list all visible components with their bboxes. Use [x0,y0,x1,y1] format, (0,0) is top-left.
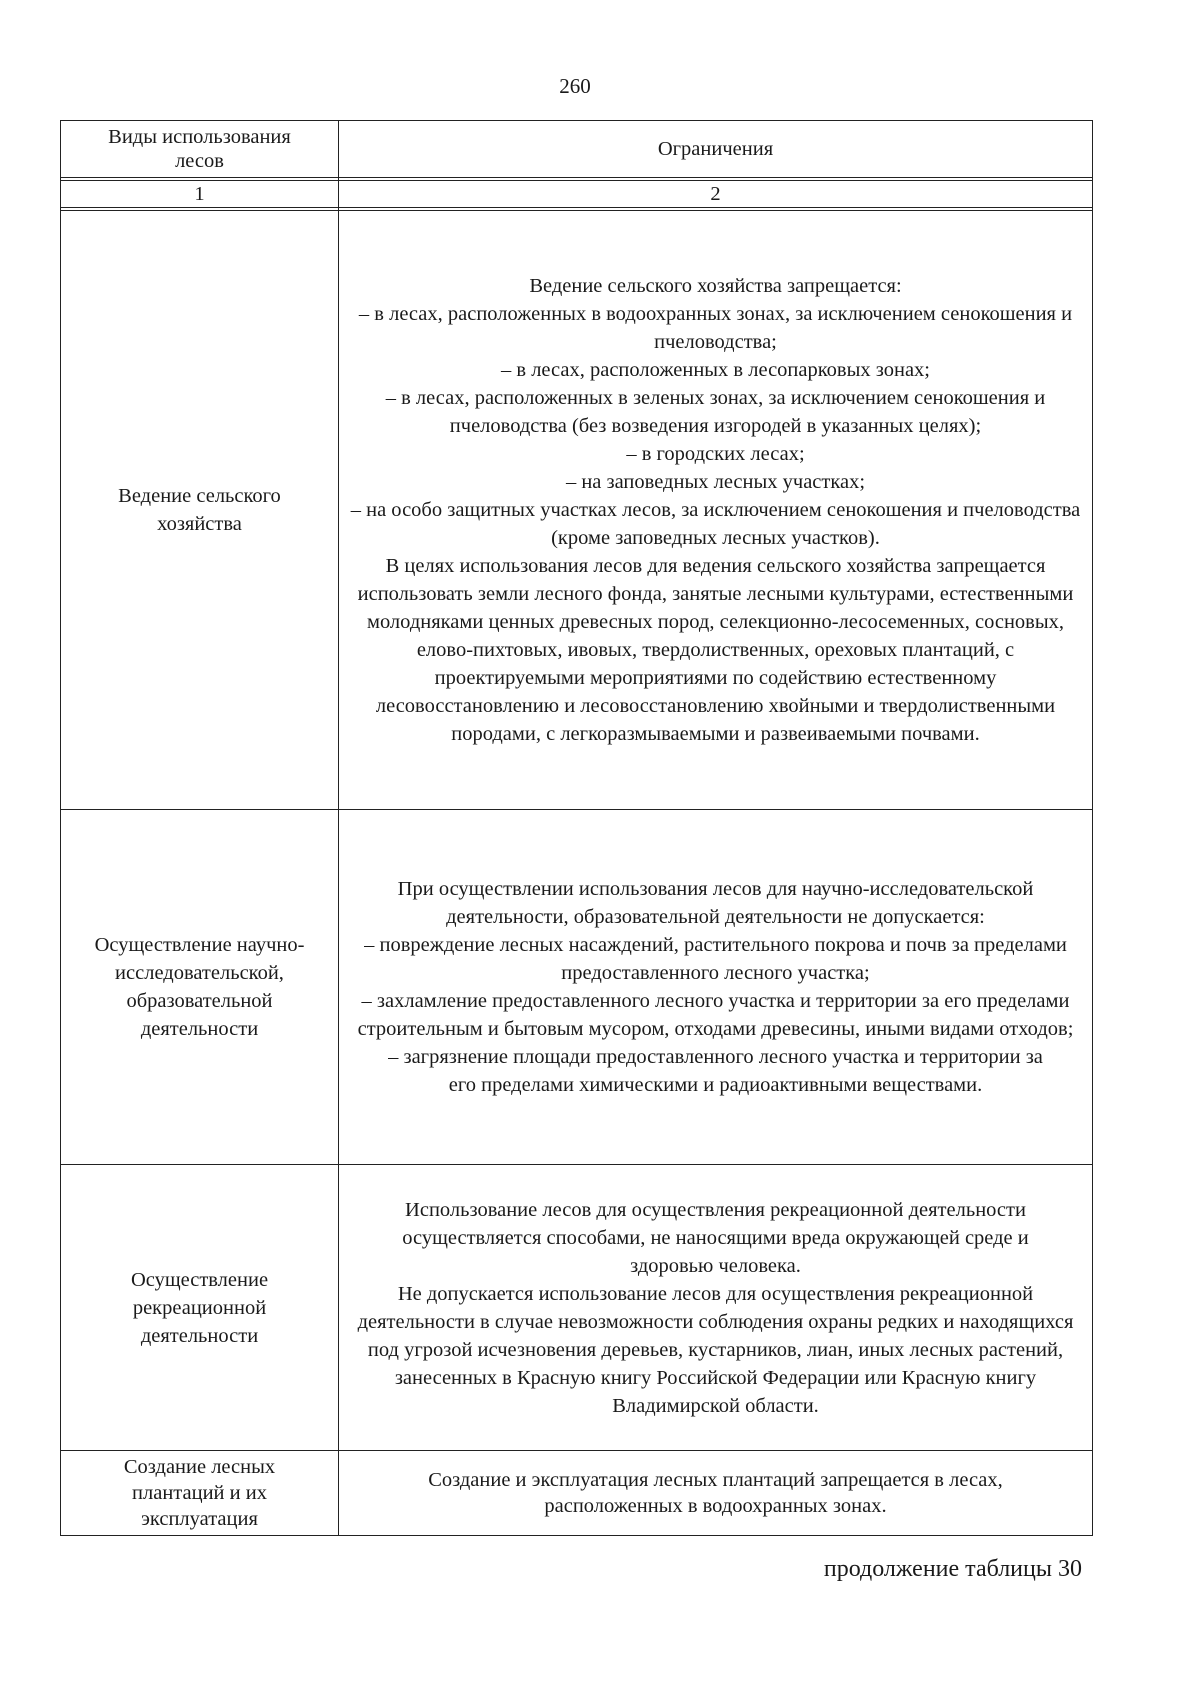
forest-use-type [61,211,339,810]
column-number-row [61,181,1093,208]
column-number-2: 2 [339,181,1093,208]
table-row [61,1165,1093,1451]
forest-use-type [61,810,339,1165]
forest-use-type-text: Создание лесных плантаций и их эксплуатация [123,1456,276,1530]
restriction-text: – захламление предоставленного лесного участка и территории за его пределами строительным и бытовым мусором, отходами древесины, иными видами отходов; [357,990,1074,1040]
table-row [61,1451,1093,1536]
restriction-text: – повреждение лесных насаждений, растительного покрова и почв за пределами предоставленного лесного участка; [364,934,1067,984]
restrictions-cell [339,810,1093,1165]
restriction-text: – в лесах, расположенных в лесопарковых зонах; [501,359,930,381]
table-header-row [61,121,1093,178]
restriction-text: – в лесах, расположенных в водоохранных зонах, за исключением сенокошения и пчеловодства; [358,303,1073,353]
forest-use-type [61,1451,339,1536]
restriction-text: Создание и эксплуатация лесных плантаций запрещается в лесах, расположенных в водоохранных зонах. [428,1469,1003,1517]
restrictions-cell [339,1165,1093,1451]
restriction-text: Не допускается использование лесов для осуществления рекреационной деятельности в случае невозможности соблюдения охраны редких и находящихся под угрозой исчезновения деревьев, кустарников, лиан, иных лесных растений, занесенных в Красную книгу Российской Федерации или Красную книгу Владимирской области. [357,1282,1074,1417]
restriction-text: – загрязнение площади предоставленного лесного участка и территории за его пределами химическими и радиоактивными веществами. [388,1046,1043,1096]
column-number-1: 1 [61,181,339,208]
header-restrictions: Ограничения [339,121,1093,178]
forest-use-type [61,1165,339,1451]
header-forest-use-types: Виды использования лесов [61,121,339,178]
forest-use-type-text: Осуществление рекреационной деятельности [130,1268,269,1347]
restriction-text: В целях использования лесов для ведения сельского хозяйства запрещается использовать земли лесного фонда, занятые лесными культурами, естественными молодняками ценных древесных пород, селекционно-лесосеменных, сосновых, елово-пихтовых, ивовых, твердолиственных, ореховых плантаций, с проектируемыми мероприятиями по содействию естественному лесовосстановлению и лесовосстановлению хвойными и твердолиственными породами, с легкоразмываемыми и развеиваемыми почвами. [357,555,1074,745]
restriction-text: Использование лесов для осуществления рекреационной деятельности осуществляется способами, не наносящими вреда окружающей среде и здоровью человека. [402,1198,1029,1277]
restriction-text: Ведение сельского хозяйства запрещается: [529,275,902,297]
forest-use-type-text: Ведение сельского хозяйства [118,485,281,535]
table-row [61,211,1093,810]
restriction-text: – в городских лесах; [626,443,805,465]
table-row [61,810,1093,1165]
restrictions-cell [339,1451,1093,1536]
restriction-text: – на особо защитных участках лесов, за исключением сенокошения и пчеловодства (кроме заповедных лесных участков). [350,499,1081,549]
restriction-text: – на заповедных лесных участках; [565,471,866,493]
table-continuation-note: продолжение таблицы 30 [823,1556,1082,1582]
restriction-text: При осуществлении использования лесов для научно-исследовательской деятельности, образовательной деятельности не допускается: [397,878,1034,928]
restrictions-table [60,120,1093,1536]
forest-use-type-text: Осуществление научно-исследовательской, образовательной деятельности [94,934,305,1040]
restrictions-cell [339,211,1093,810]
page-number: 260 [559,74,591,98]
restriction-text: – в лесах, расположенных в зеленых зонах, за исключением сенокошения и пчеловодства (без возведения изгородей в указанных целях); [385,387,1046,437]
